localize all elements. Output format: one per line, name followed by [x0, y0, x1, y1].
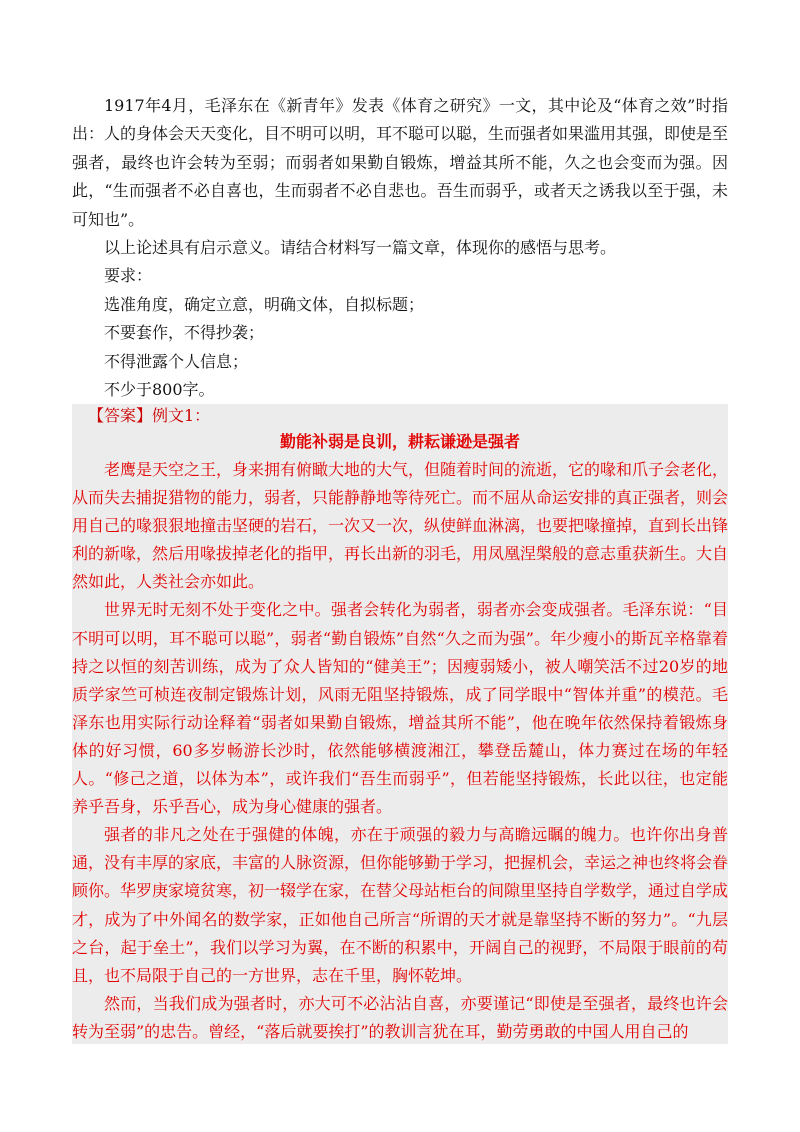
requirement-item: 不得泄露个人信息； — [104, 351, 249, 371]
essay-prompt — [72, 92, 728, 404]
essay-paragraph: 强者的非凡之处在于强健的体魄，亦在于顽强的毅力与高瞻远瞩的魄力。也许你出身普通，没有丰厚的家底，丰富的人脉资源，但你能够勤于学习，把握机会，幸运之神也终将会眷顾你。华罗庚家境贫寒，初一辍学在家，在替父母站柜台的间隙里坚持自学数学，通过自学成才，成为了中外闻名的数学家，正如他自己所言“所谓的天才就是靠坚持不断的努力”。“九层之台，起于垒土”，我们以学习为翼，在不断的积累中，开阔自己的视野，不局限于眼前的苟且，也不局限于自己的一方世界，志在千里，胸怀乾坤。 — [72, 825, 728, 985]
essay-paragraph: 世界无时无刻不处于变化之中。强者会转化为弱者，弱者亦会变成强者。毛泽东说：“目不明可以明，耳不聪可以聪”，弱者“勤自锻炼”自然“久之而为强”。年少瘦小的斯瓦辛格靠着持之以恒的刻苦训练，成为了众人皆知的“健美王”；因瘦弱矮小，被人嘲笑活不过20岁的地质学家竺可桢连夜制定锻炼计划，风雨无阻坚持锻炼，成了同学眼中“智体并重”的模范。毛泽东也用实际行动诠释着“弱者如果勤自锻炼，增益其所不能”，他在晚年依然保持着锻炼身体的好习惯，60多岁畅游长沙时，依然能够横渡湘江，攀登岳麓山，体力赛过在场的年轻人。“修己之道，以体为本”，或许我们“吾生而弱乎”，但若能坚持锻炼，长此以往，也定能养乎吾身，乐乎吾心，成为身心健康的强者。 — [72, 600, 728, 817]
prompt-paragraph-task: 以上论述具有启示意义。请结合材料写一篇文章，体现你的感悟与思考。 — [104, 238, 617, 258]
essay-title: 勤能补弱是良训，耕耘谦逊是强者 — [279, 432, 520, 451]
prompt-paragraph-material: 1917年4月，毛泽东在《新青年》发表《体育之研究》一文，其中论及“体育之效”时指出：人的身体会天天变化，目不明可以明，耳不聪可以聪，生而强者如果滥用其强，即使是至强者，最终也许会转为至弱；而弱者如果勤自锻炼，增益其所不能，久之也会变而为强。因此，“生而强者不必自喜也，生而弱者不必自悲也。吾生而弱乎，或者天之诱我以至于强，未可知也”。 — [72, 96, 729, 229]
essay-paragraph: 老鹰是天空之王，身来拥有俯瞰大地的大气，但随着时间的流逝，它的喙和爪子会老化，从而失去捕捉猎物的能力，弱者，只能静静地等待死亡。而不屈从命运安排的真正强者，则会用自己的喙狠狠地撞击坚硬的岩石，一次又一次，纵使鲜血淋漓，也要把喙撞掉，直到长出锋利的新喙，然后用喙拔掉老化的指甲，再长出新的羽毛，用凤凰涅槃般的意志重获新生。大自然如此，人类社会亦如此。 — [72, 460, 728, 592]
answer-section — [72, 404, 728, 1044]
answer-content — [72, 404, 728, 1044]
essay-paragraph: 然而，当我们成为强者时，亦大可不必沾沾自喜，亦要谨记“即使是至强者，最终也许会转为至弱”的忠告。曾经，“落后就要挨打”的教训言犹在耳，勤劳勇敢的中国人用自己的 — [72, 993, 728, 1041]
requirement-item: 选准角度，确定立意，明确文体，自拟标题； — [104, 294, 425, 314]
answer-label: 【答案】例文1： — [88, 406, 211, 425]
requirement-item: 不少于800字。 — [104, 380, 215, 400]
requirements-heading: 要求： — [104, 266, 153, 286]
requirement-item: 不要套作，不得抄袭； — [104, 323, 265, 343]
